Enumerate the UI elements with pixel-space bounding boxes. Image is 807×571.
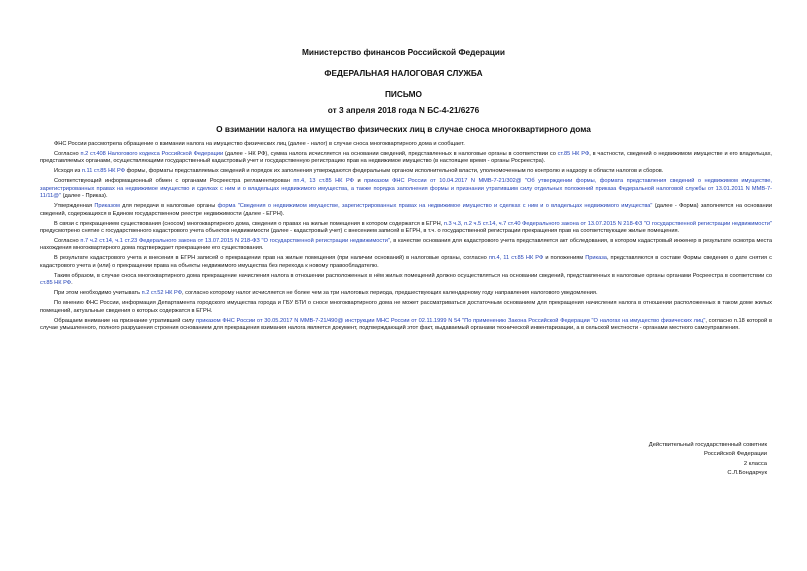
signer-class-line: 2 класса bbox=[743, 460, 767, 467]
paragraph-text: , согласно п.18 которой в случае умышленного, полного разрушения строения основанием для прекращения взимания налога является документ, подтверждающий этот факт, выдаваемый органами технической инвентаризации, а в сельской местности - органами местного самоуправления. bbox=[40, 317, 772, 332]
paragraph-text: В связи с прекращением существования (сносом) многоквартирного дома, сведения о правах на жилые помещения в котором содержатся в ЕГРН, bbox=[54, 220, 444, 227]
paragraph-text: (далее - Приказ). bbox=[61, 193, 108, 200]
document-paragraph bbox=[40, 300, 772, 315]
paragraph-text: Обращаем внимание на признание утратившей силу bbox=[54, 317, 197, 324]
legal-reference-link[interactable]: ст.85 НК РФ bbox=[40, 280, 72, 287]
document-paragraph bbox=[40, 221, 772, 236]
paragraph-text: , согласно которому налог исчисляется не более чем за три налоговых периода, предшествующих календарному году направления налогового уведомления. bbox=[182, 290, 598, 297]
paragraph-text: , в частности, сведений о недвижимом имуществе и его владельцах, представляемых органами, осуществляющими государственный кадастровый учет и государственную регистрацию прав на недвижимое имущество (в настоящее время - органы Росреестра). bbox=[40, 151, 772, 165]
paragraph-text: Соответствующий информационный обмен с органами Росреестра регламентирован bbox=[54, 178, 294, 185]
paragraph-text: Исходя из bbox=[54, 168, 82, 175]
legal-reference-link[interactable]: приказом ФНС России от 30.05.2017 N ММВ-7-21/490@ bbox=[196, 317, 344, 324]
paragraph-text: предусмотрено снятие с государственного кадастрового учета объектов недвижимости (далее - кадастровый учет) с внесением записей в ЕГРН, в т.ч. о государственной регистрации прекращения прав на соответствующие жилые помещения. bbox=[40, 228, 680, 235]
paragraph-text: , в качестве основания для кадастрового учета представляется акт обследования, в котором кадастровый инженер в результате осмотра места нахождения многоквартирного дома подтверждает прекращение его существования. bbox=[40, 238, 772, 252]
signer-name: С.Л.Бондарчук bbox=[727, 469, 767, 476]
document-paragraph bbox=[40, 141, 772, 148]
legal-reference-link[interactable]: п.7 ч.2 ст.14, ч.1 ст.23 Федерального закона от 13.07.2015 N 218-ФЗ "О государственной регистрации недвижимости" bbox=[80, 238, 390, 245]
legal-reference-link[interactable]: п.11 ст.85 НК РФ bbox=[81, 168, 126, 175]
paragraph-text: Согласно bbox=[54, 151, 81, 157]
legal-reference-link[interactable]: ст.85 НК РФ bbox=[557, 151, 590, 157]
document-paragraph bbox=[40, 318, 772, 333]
paragraph-text: В результате кадастрового учета и внесения в ЕГРН записей о прекращении прав на жилые помещения (при наличии оснований) в налоговые органы, согласно bbox=[54, 255, 489, 262]
document-paragraph bbox=[40, 238, 772, 253]
paragraph-text: Утвержденная bbox=[54, 203, 95, 210]
paragraph-text: и bbox=[353, 178, 365, 185]
paragraph-text: , представляются в составе Формы сведения о дате снятия с кадастрового учета и (или) о прекращении права на объекты недвижимого имущества без перехода к новому правообладателю. bbox=[40, 255, 772, 269]
paragraph-text: и положениям bbox=[543, 255, 586, 262]
paragraph-text: Таким образом, в случае сноса многоквартирного дома прекращение начисления налога в отношении расположенных в нём жилых помещений должно осуществляться на основании сведений, представленных в налоговые органы органами Росреестра в соответствии со bbox=[54, 272, 772, 279]
legal-reference-link[interactable]: приказом ФНС России от 10.04.2017 N ММВ-7-21/302@ "Об утверждении формы, формата представления сведений о недвижимом имуществе, зарегистрированных правах на недвижимое имущество и сделках с ним и о владельцах недвижимого имущества, а также порядка заполнения формы и признании утратившим силу отдельных положений приказа Федеральной налоговой службы от 13.01.2011 N ММВ-7-11/11@" bbox=[40, 178, 772, 200]
paragraph-text: (далее - Форма) заполняется на основании сведений, содержащихся в Едином государственном реестре недвижимости (далее - ЕГРН). bbox=[40, 203, 772, 217]
paragraph-text: ФНС России рассмотрела обращение о взимании налога на имущество физических лиц (далее - налог) в случае сноса многоквартирного дома и сообщает. bbox=[54, 141, 465, 147]
document-paragraph bbox=[40, 178, 772, 200]
signer-rank-line: Действительный государственный советник bbox=[648, 442, 767, 448]
document-paragraph bbox=[40, 273, 772, 288]
legal-reference-link[interactable]: п.3 ч.3, п.2 ч.5 ст.14, ч.7 ст.40 Федерального закона от 13.07.2015 N 218-ФЗ "О государственной регистрации недвижимости" bbox=[443, 220, 772, 227]
legal-reference-link[interactable]: форма "Сведения о недвижимом имуществе, зарегистрированных правах на недвижимое имущество и сделках с ним и о владельцах недвижимого имущества" bbox=[217, 203, 653, 210]
document-paragraph bbox=[40, 255, 772, 270]
legal-reference-link[interactable]: пп.4, 13 ст.85 НК РФ bbox=[293, 178, 354, 185]
service-heading: ФЕДЕРАЛЬНАЯ НАЛОГОВАЯ СЛУЖБА bbox=[324, 68, 483, 78]
paragraph-text: По мнению ФНС России, информация Департамента городского имущества города и ГБУ БТИ о сносе многоквартирного дома не может рассматриваться достаточным основанием для прекращения начисления налога в отношении расположенных в таком доме жилых помещений, актуальные сведения о которых содержатся в ЕГРН. bbox=[40, 300, 772, 314]
paragraph-text: (далее - НК РФ), сумма налога исчисляется на основании сведений, представленных в налоговые органы в соответствии со bbox=[223, 151, 558, 157]
document-date-number: от 3 апреля 2018 года N БС-4-21/6276 bbox=[327, 105, 480, 115]
legal-reference-link[interactable]: пп.4, 11 ст.85 НК РФ bbox=[488, 255, 544, 262]
paragraph-text: формы, форматы представляемых сведений и порядок их заполнения утверждаются федеральным органом исполнительной власти, уполномоченным по контролю и надзору в области налогов и сборов. bbox=[125, 168, 664, 175]
legal-reference-link[interactable]: инструкции МНС России от 02.11.1999 N 54 "По применению Закона Российской Федерации "О налогах на имущество физических лиц" bbox=[344, 317, 706, 324]
paragraph-text: для передачи в налоговые органы bbox=[119, 203, 218, 210]
document-type: ПИСЬМО bbox=[384, 89, 423, 99]
document-paragraph bbox=[40, 151, 772, 166]
signer-rank-line: Российской Федерации bbox=[703, 451, 767, 458]
document-body bbox=[40, 141, 772, 335]
document-paragraph bbox=[40, 203, 772, 218]
document-paragraph bbox=[40, 290, 772, 297]
legal-reference-link[interactable]: Приказа bbox=[585, 255, 607, 262]
document-subject: О взимании налога на имущество физических лиц в случае сноса многоквартирного дома bbox=[216, 124, 591, 134]
legal-reference-link[interactable]: п.2 ст.408 Налогового кодекса Российской Федерации bbox=[80, 151, 224, 157]
paragraph-text: Согласно bbox=[54, 238, 81, 245]
ministry-heading: Министерство финансов Российской Федерации bbox=[301, 47, 506, 57]
legal-reference-link[interactable]: Приказом bbox=[94, 203, 120, 210]
document-paragraph bbox=[40, 168, 772, 175]
signature-block bbox=[547, 441, 767, 478]
legal-reference-link[interactable]: п.2 ст.52 НК РФ bbox=[141, 290, 183, 297]
paragraph-text: При этом необходимо учитывать bbox=[54, 290, 142, 297]
paragraph-text: . bbox=[71, 280, 73, 287]
